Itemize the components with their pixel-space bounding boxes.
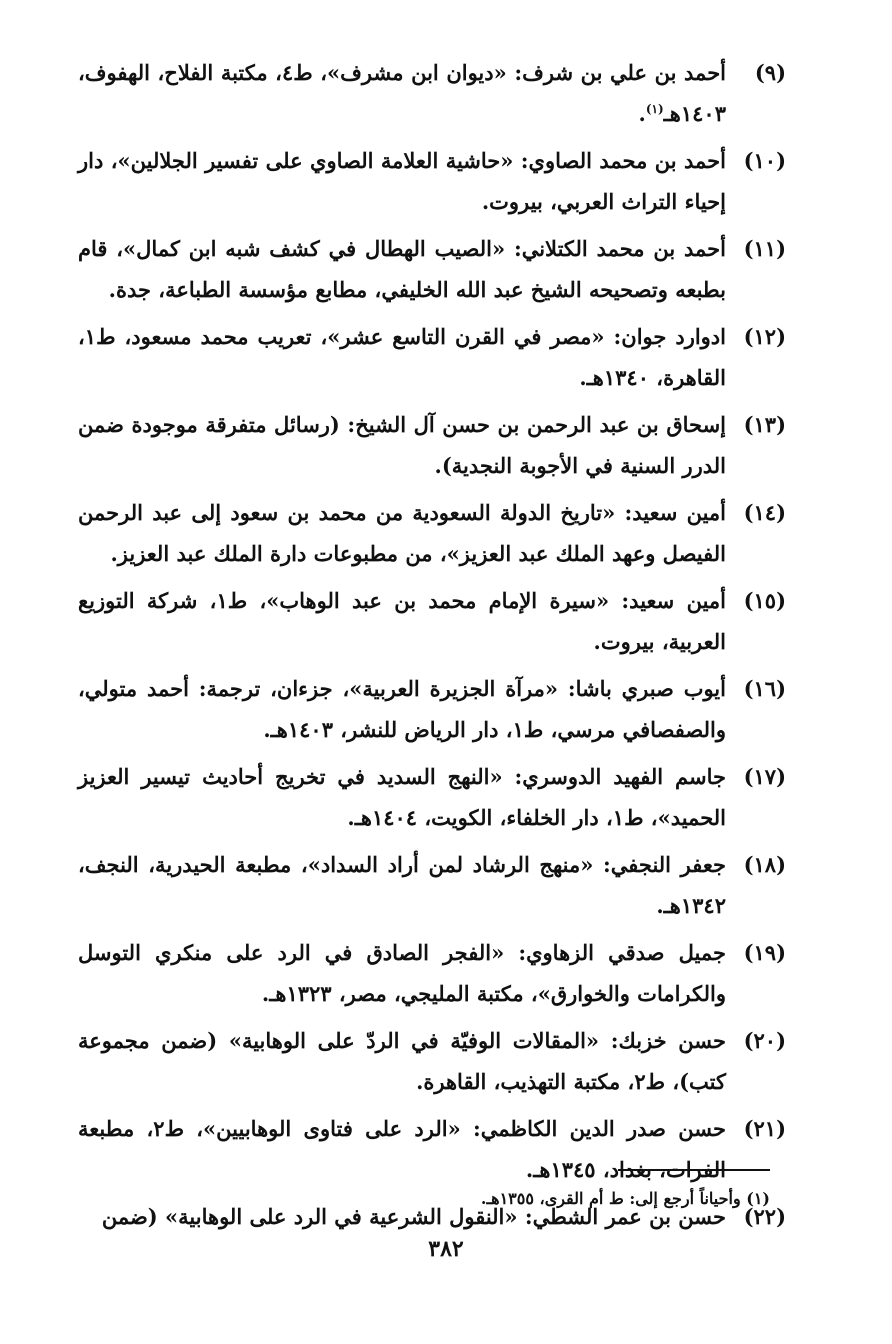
- entry-body: أمين سعيد: «سيرة الإمام محمد بن عبد الوهاب»، ط١، شركة التوزيع العربية، بيروت.: [78, 588, 726, 654]
- entry-number: (١٥): [743, 588, 786, 613]
- bibliography-entry: [78, 492, 784, 574]
- entry-body: جعفر النجفي: «منهج الرشاد لمن أراد السداد»، مطبعة الحيدرية، النجف، ١٣٤٢هـ.: [78, 852, 726, 918]
- bibliography-entry: [78, 932, 784, 1014]
- footnote-separator: [618, 1169, 770, 1171]
- bibliography-entry: [78, 52, 784, 134]
- bibliography-list: [78, 52, 784, 1243]
- entry-number: (١٩): [743, 940, 786, 965]
- bibliography-entry: [78, 668, 784, 750]
- entry-text: [78, 756, 726, 838]
- entry-body: ادوارد جوان: «مصر في القرن التاسع عشر»، تعريب محمد مسعود، ط١، القاهرة، ١٣٤٠هـ.: [78, 324, 726, 390]
- bibliography-entry: [78, 844, 784, 926]
- entry-body: إسحاق بن عبد الرحمن بن حسن آل الشيخ: (رسائل متفرقة موجودة ضمن الدرر السنية في الأجوبة النجدية).: [78, 412, 726, 478]
- entry-number: (١٧): [743, 764, 786, 789]
- bibliography-entry: [78, 404, 784, 486]
- entry-number: (٢٠): [743, 1028, 786, 1053]
- bibliography-entry: [78, 140, 784, 222]
- entry-number: (١٦): [743, 676, 786, 701]
- entry-body: جميل صدقي الزهاوي: «الفجر الصادق في الرد على منكري التوسل والكرامات والخوارق»، مكتبة المليجي، مصر، ١٣٢٣هـ.: [78, 940, 726, 1006]
- entry-text: [78, 844, 726, 926]
- entry-text: [78, 1020, 726, 1102]
- entry-number: (١٠): [743, 148, 786, 173]
- entry-number: (١٨): [743, 852, 786, 877]
- page-number: ٣٨٢: [428, 1236, 464, 1262]
- entry-number: (٢٢): [743, 1204, 786, 1229]
- entry-text: [78, 668, 726, 750]
- entry-text: [78, 52, 726, 134]
- entry-number: (١٤): [743, 500, 786, 525]
- entry-tail: .: [638, 101, 646, 126]
- entry-number: (١١): [743, 236, 786, 261]
- bibliography-entry: [78, 228, 784, 310]
- bibliography-entry: [78, 756, 784, 838]
- bibliography-entry: [78, 316, 784, 398]
- entry-text: [78, 228, 726, 310]
- entry-body: جاسم الفهيد الدوسري: «النهج السديد في تخريج أحاديث تيسير العزيز الحميد»، ط١، دار الخلفاء، الكويت، ١٤٠٤هـ.: [78, 764, 726, 830]
- entry-body: أيوب صبري باشا: «مرآة الجزيرة العربية»، جزءان، ترجمة: أحمد متولي، والصفصافي مرسي، ط١، دار الرياض للنشر، ١٤٠٣هـ.: [78, 676, 726, 742]
- bibliography-entry: [78, 580, 784, 662]
- entry-text: [78, 316, 726, 398]
- entry-text: [78, 140, 726, 222]
- entry-text: [78, 932, 726, 1014]
- footnote: (١) وأحياناً أرجع إلى: ط أم القرى، ١٣٥٥هـ.: [480, 1189, 770, 1208]
- entry-body: حسن بن عمر الشطي: «النقول الشرعية في الرد على الوهابية» (ضمن: [101, 1204, 726, 1229]
- entry-text: [78, 580, 726, 662]
- entry-text: [78, 492, 726, 574]
- bibliography-entry: [78, 1020, 784, 1102]
- entry-body: أحمد بن محمد الكتلاني: «الصيب الهطال في كشف شبه ابن كمال»، قام بطبعه وتصحيحه الشيخ عبد الله الخليفي، مطابع مؤسسة الطباعة، جدة.: [78, 236, 726, 302]
- entry-number: (١٢): [743, 324, 786, 349]
- entry-body: حسن صدر الدين الكاظمي: «الرد على فتاوى الوهابيين»، ط٢، مطبعة الفرات، بغداد، ١٣٤٥هـ.: [78, 1116, 726, 1182]
- entry-number: (١٣): [743, 412, 786, 437]
- bibliography-entry: [78, 1108, 784, 1190]
- entry-body: حسن خزبك: «المقالات الوفيّة في الردّ على الوهابية» (ضمن مجموعة كتب)، ط٢، مكتبة التهذيب، القاهرة.: [78, 1028, 726, 1094]
- entry-text: [78, 1108, 726, 1190]
- entry-body: أحمد بن محمد الصاوي: «حاشية العلامة الصاوي على تفسير الجلالين»، دار إحياء التراث العربي، بيروت.: [78, 148, 726, 214]
- entry-number: (٢١): [743, 1116, 786, 1141]
- entry-body: أحمد بن علي بن شرف: «ديوان ابن مشرف»، ط٤، مكتبة الفلاح، الهفوف، ١٤٠٣هـ: [78, 60, 727, 126]
- footnote-marker: (١): [645, 102, 664, 116]
- entry-text: [78, 404, 726, 486]
- entry-number: (٩): [754, 60, 786, 85]
- entry-body: أمين سعيد: «تاريخ الدولة السعودية من محمد بن سعود إلى عبد الرحمن الفيصل وعهد الملك عبد العزيز»، من مطبوعات دارة الملك عبد العزيز.: [78, 500, 726, 566]
